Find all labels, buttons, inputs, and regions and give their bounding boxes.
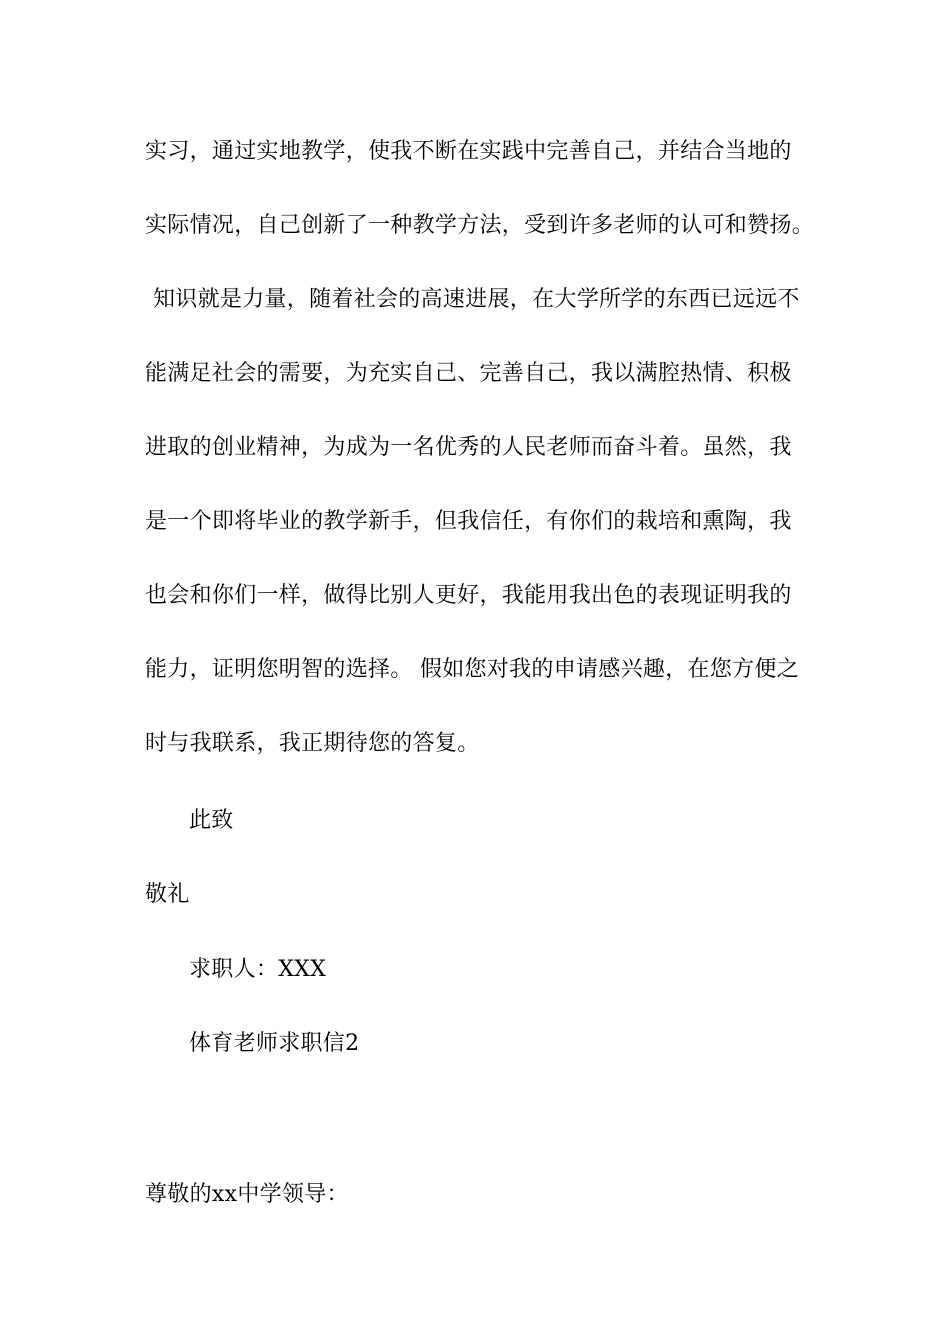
greeting-text: 尊敬的xx中学领导： [145,1182,349,1207]
paragraph-line: 是一个即将毕业的教学新手，但我信任，有你们的栽培和熏陶，我 [145,509,792,534]
paragraph-line: 实习，通过实地教学，使我不断在实践中完善自己，并结合当地的 [145,139,792,164]
paragraph-line: 能满足社会的需要，为充实自己、完善自己，我以满腔热情、积极 [145,361,792,386]
paragraph-line: 也会和你们一样，做得比别人更好，我能用我出色的表现证明我的 [145,583,792,608]
paragraph-line: 能力，证明您明智的选择。 假如您对我的申请感兴趣，在您方便之 [145,657,799,682]
section-title: 体育老师求职信2 [189,1031,360,1056]
paragraph-line: 时与我联系，我正期待您的答复。 [145,731,480,756]
paragraph-line: 实际情况，自己创新了一种教学方法，受到许多老师的认可和赞扬。 [145,213,815,238]
paragraph-line: 知识就是力量，随着社会的高速进展，在大学所学的东西已远远不 [153,287,800,312]
signature-text: 求职人：XXX [189,957,327,982]
closing-text: 此致 [189,808,234,833]
paragraph-line: 进取的创业精神，为成为一名优秀的人民老师而奋斗着。虽然，我 [145,435,792,460]
salute-text: 敬礼 [145,882,190,907]
